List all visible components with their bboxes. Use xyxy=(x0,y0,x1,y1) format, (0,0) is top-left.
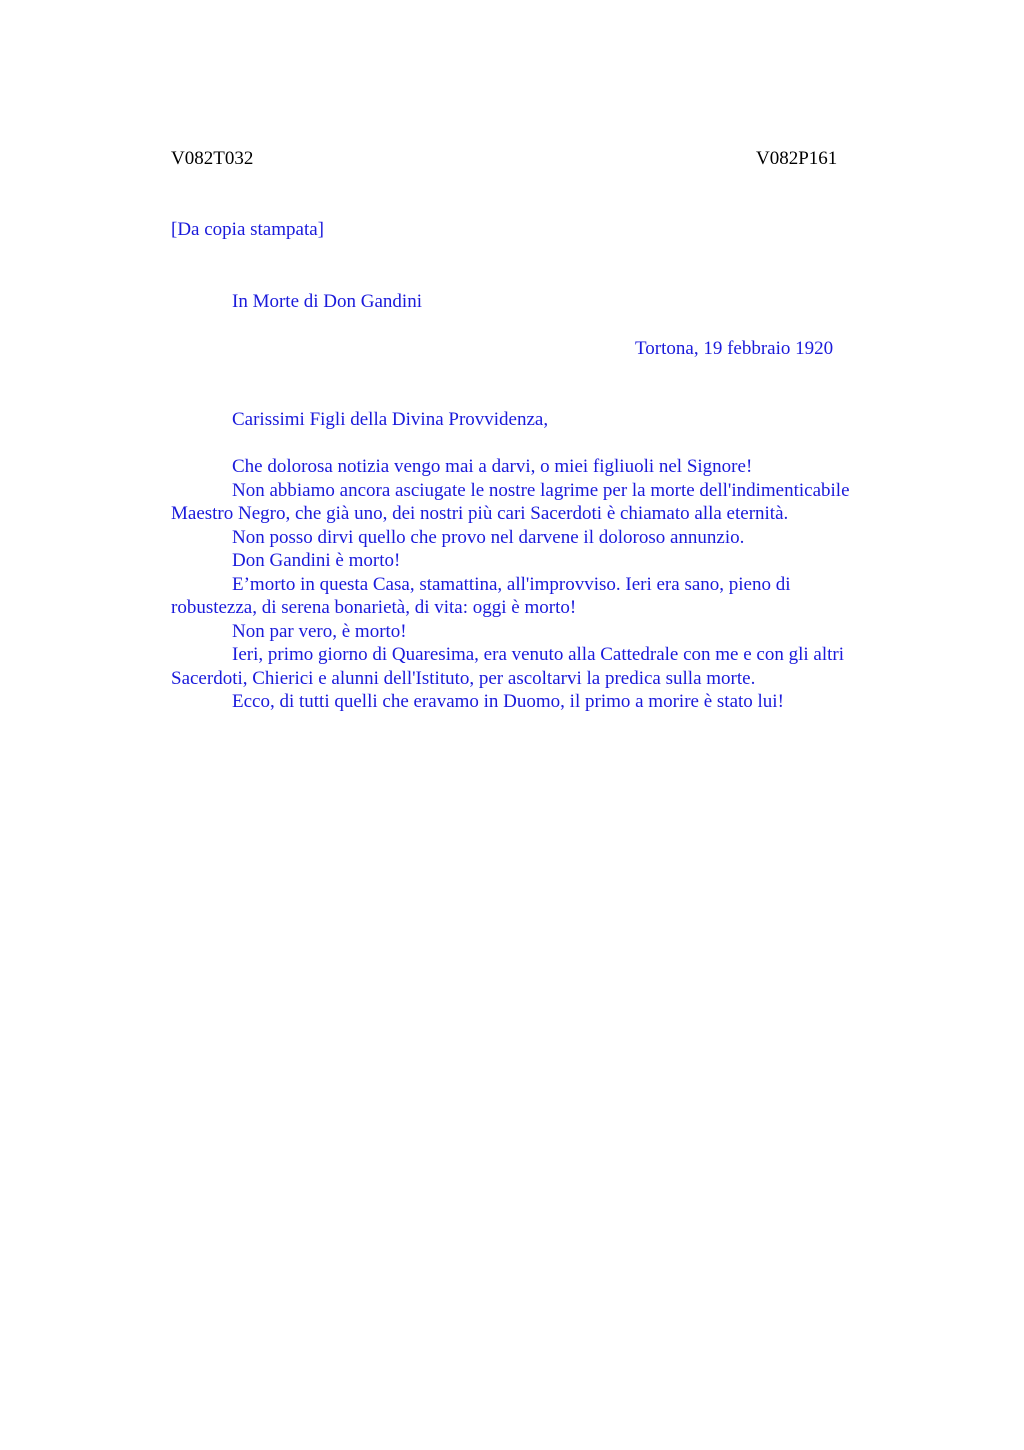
paragraph xyxy=(171,455,911,479)
paragraph xyxy=(171,573,911,620)
paragraph xyxy=(171,526,911,550)
document-code-left: V082T032 xyxy=(171,148,254,169)
document-code-right: V082P161 xyxy=(756,148,838,169)
paragraph-line: Non abbiamo ancora asciugate le nostre lagrime per la morte dell'indimenticabile xyxy=(232,479,850,501)
document-title: In Morte di Don Gandini xyxy=(232,291,422,312)
paragraph xyxy=(171,549,911,573)
date-line: Tortona, 19 febbraio 1920 xyxy=(635,338,834,359)
salutation: Carissimi Figli della Divina Provvidenza, xyxy=(232,409,549,430)
paragraph-line: Maestro Negro, che già uno, dei nostri più cari Sacerdoti è chiamato alla eternità. xyxy=(171,503,789,524)
paragraph-line: Non posso dirvi quello che provo nel darvene il doloroso annunzio. xyxy=(232,526,745,548)
paragraph-line: Sacerdoti, Chierici e alunni dell'Istituto, per ascoltarvi la predica sulla morte. xyxy=(171,667,756,689)
paragraph xyxy=(171,643,911,690)
source-note: [Da copia stampata] xyxy=(171,219,324,240)
paragraph xyxy=(171,690,911,714)
paragraph-line: robustezza, di serena bonarietà, di vita: oggi è morto! xyxy=(171,597,577,618)
paragraph-line: E’morto in questa Casa, stamattina, all'improvviso. Ieri era sano, pieno di xyxy=(232,573,791,595)
letter-body xyxy=(171,455,911,714)
paragraph-line: Ieri, primo giorno di Quaresima, era venuto alla Cattedrale con me e con gli altri xyxy=(232,644,844,665)
paragraph-line: Che dolorosa notizia vengo mai a darvi, o miei figliuoli nel Signore! xyxy=(232,456,753,477)
paragraph-line: Non par vero, è morto! xyxy=(232,620,407,642)
paragraph xyxy=(171,479,911,526)
paragraph-line: Ecco, di tutti quelli che eravamo in Duomo, il primo a morire è stato lui! xyxy=(232,691,784,712)
paragraph-line: Don Gandini è morto! xyxy=(232,550,401,571)
paragraph xyxy=(171,620,911,644)
